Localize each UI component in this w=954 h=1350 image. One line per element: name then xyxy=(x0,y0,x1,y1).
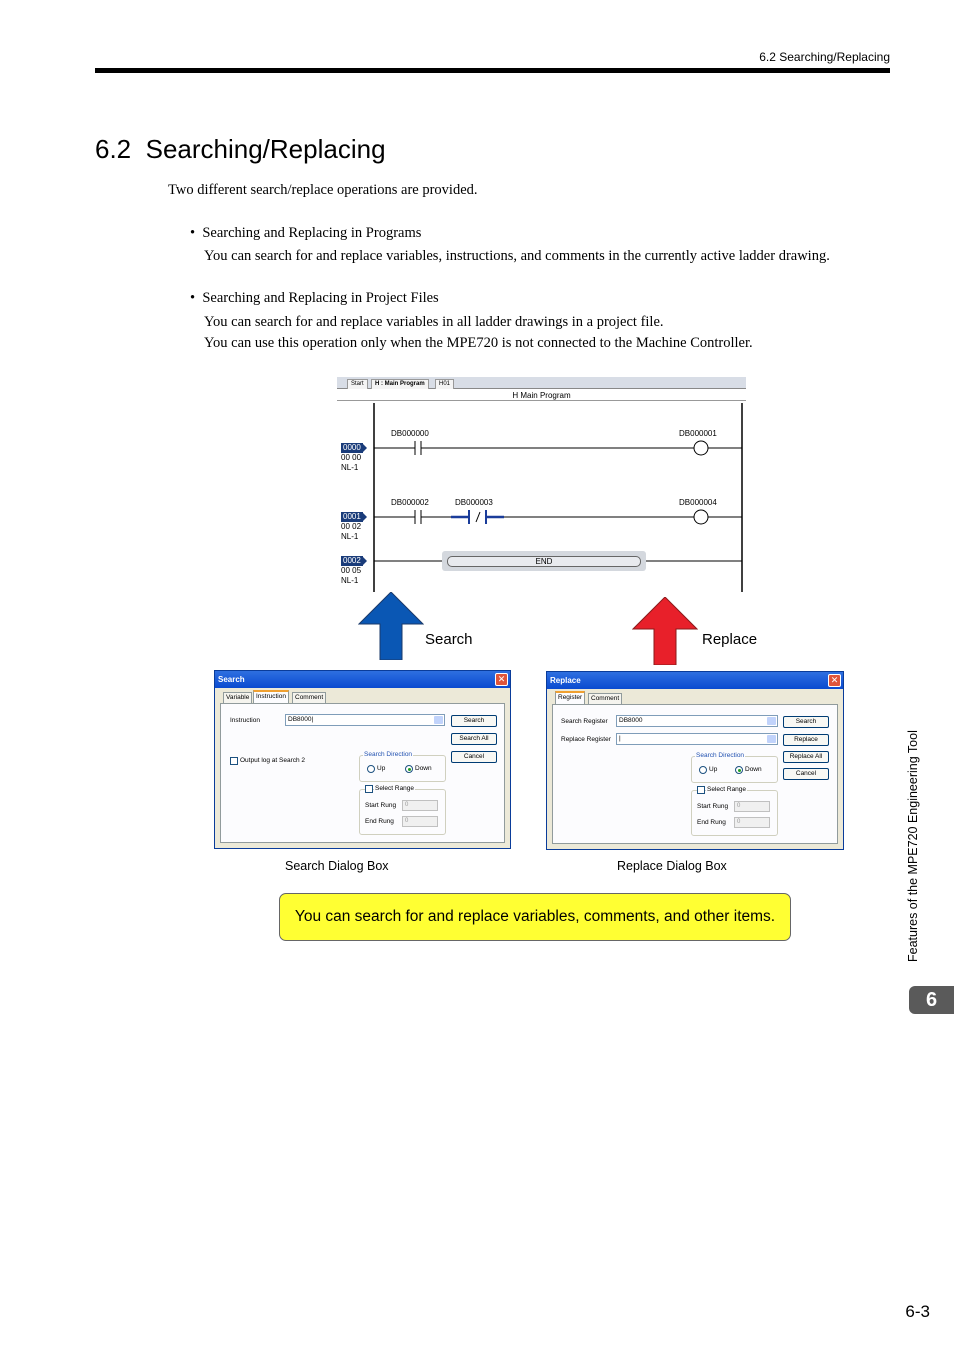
ladder-tab-main[interactable]: H : Main Program xyxy=(371,379,429,389)
bullet-1-line-1: You can search for and replace variables, instructions, and comments in the currently active ladder drawing. xyxy=(204,248,830,264)
chevron-down-icon[interactable] xyxy=(767,735,776,743)
ladder-program-title: H Main Program xyxy=(337,390,746,401)
replace-dialog-caption: Replace Dialog Box xyxy=(617,859,727,873)
bullet-2: • Searching and Replacing in Project Files xyxy=(190,290,439,306)
chevron-down-icon[interactable] xyxy=(767,717,776,725)
instruction-input[interactable]: DB8000| xyxy=(285,714,445,726)
coil-label: DB000001 xyxy=(679,429,717,438)
search-register-input[interactable]: DB8000 xyxy=(616,715,778,727)
end-rung-label: End Rung xyxy=(365,818,394,825)
ladder-tab-h01[interactable]: H01 xyxy=(435,379,454,389)
replace-dialog xyxy=(546,671,844,850)
chapter-tab: 6 xyxy=(909,986,954,1014)
contact-label: DB000003 xyxy=(455,498,493,507)
end-rung-stepper[interactable]: 0 xyxy=(402,816,438,827)
start-rung-label: Start Rung xyxy=(365,802,397,809)
select-range-checkbox[interactable] xyxy=(365,785,373,793)
search-button[interactable]: Search xyxy=(451,715,497,727)
select-range-title: Select Range xyxy=(707,786,747,793)
contact-label: DB000000 xyxy=(391,429,429,438)
direction-down-radio[interactable] xyxy=(735,766,743,774)
replace-register-input[interactable]: | xyxy=(616,733,778,745)
tab-comment[interactable]: Comment xyxy=(588,693,622,704)
replace-arrow-icon xyxy=(632,597,698,665)
bullet-2-line-1: You can search for and replace variables in all ladder drawings in a project file. xyxy=(204,314,664,330)
ladder-window xyxy=(337,377,746,592)
instruction-label: Instruction xyxy=(230,717,260,724)
ladder-tab-start[interactable]: Start xyxy=(347,379,368,389)
replace-dialog-title: Replace xyxy=(547,672,843,689)
select-range-group xyxy=(359,789,446,835)
contact-label: DB000002 xyxy=(391,498,429,507)
direction-up-radio[interactable] xyxy=(367,765,375,773)
close-icon[interactable]: ✕ xyxy=(495,673,508,686)
end-rung-stepper[interactable]: 0 xyxy=(734,817,770,828)
callout-box: You can search for and replace variables, comments, and other items. xyxy=(279,893,791,941)
search-direction-title: Search Direction xyxy=(696,752,745,759)
cancel-button[interactable]: Cancel xyxy=(451,751,497,763)
bullet-2-title: Searching and Replacing in Project Files xyxy=(202,290,439,306)
search-all-button[interactable]: Search All xyxy=(451,733,497,745)
tab-variable[interactable]: Variable xyxy=(223,692,252,703)
cancel-button[interactable]: Cancel xyxy=(783,768,829,780)
direction-down-radio[interactable] xyxy=(405,765,413,773)
search-dialog-title: Search xyxy=(215,671,510,688)
search-dialog xyxy=(214,670,511,849)
end-instruction[interactable]: END xyxy=(442,551,646,571)
output-log-label: Output log at Search 2 xyxy=(240,757,306,764)
search-dialog-caption: Search Dialog Box xyxy=(285,859,389,873)
start-rung-stepper[interactable]: 0 xyxy=(402,800,438,811)
search-arrow-icon xyxy=(358,592,424,660)
chapter-side-title: Features of the MPE720 Engineering Tool xyxy=(906,730,920,962)
replace-dialog-body xyxy=(552,693,838,844)
bullet-1-title: Searching and Replacing in Programs xyxy=(202,225,422,241)
select-range-checkbox[interactable] xyxy=(697,786,705,794)
bullet-1: • Searching and Replacing in Programs xyxy=(190,225,422,241)
select-range-title: Select Range xyxy=(375,785,415,792)
direction-up-label: Up xyxy=(709,766,718,773)
close-icon[interactable]: ✕ xyxy=(828,674,841,687)
coil-label: DB000004 xyxy=(679,498,717,507)
bullet-2-line-2: You can use this operation only when the MPE720 is not connected to the Machine Controller. xyxy=(204,335,753,351)
end-rung-label: End Rung xyxy=(697,819,726,826)
select-range-group xyxy=(691,790,778,836)
search-register-label: Search Register xyxy=(561,718,608,725)
section-title-text: Searching/Replacing xyxy=(145,134,386,164)
search-arrow-label: Search xyxy=(425,631,473,648)
direction-up-label: Up xyxy=(377,765,386,772)
search-button[interactable]: Search xyxy=(783,716,829,728)
direction-up-radio[interactable] xyxy=(699,766,707,774)
search-dialog-body xyxy=(220,692,505,843)
running-head: 6.2 Searching/Replacing xyxy=(759,50,890,64)
tab-comment[interactable]: Comment xyxy=(292,692,326,703)
rung-1-label: 0001 00 02 NL-1 xyxy=(341,512,362,541)
chevron-down-icon[interactable] xyxy=(434,716,443,724)
output-log-checkbox[interactable] xyxy=(230,757,238,765)
section-title xyxy=(95,134,386,165)
tab-instruction[interactable]: Instruction xyxy=(253,690,289,703)
direction-down-label: Down xyxy=(745,766,762,773)
direction-down-label: Down xyxy=(415,765,432,772)
page-number: 6-3 xyxy=(905,1302,930,1321)
start-rung-label: Start Rung xyxy=(697,803,729,810)
tab-register[interactable]: Register xyxy=(555,691,585,704)
replace-button[interactable]: Replace xyxy=(783,734,829,746)
rung-0-label: 0000 00 00 NL-1 xyxy=(341,443,362,472)
search-direction-title: Search Direction xyxy=(364,751,413,758)
section-number: 6.2 xyxy=(95,134,132,164)
replace-arrow-label: Replace xyxy=(702,631,758,648)
replace-all-button[interactable]: Replace All xyxy=(783,751,829,763)
rung-2-label: 0002 00 05 NL-1 xyxy=(341,556,362,585)
start-rung-stepper[interactable]: 0 xyxy=(734,801,770,812)
intro-paragraph: Two different search/replace operations are provided. xyxy=(168,182,478,198)
replace-register-label: Replace Register xyxy=(561,736,611,743)
header-rule xyxy=(95,68,890,73)
